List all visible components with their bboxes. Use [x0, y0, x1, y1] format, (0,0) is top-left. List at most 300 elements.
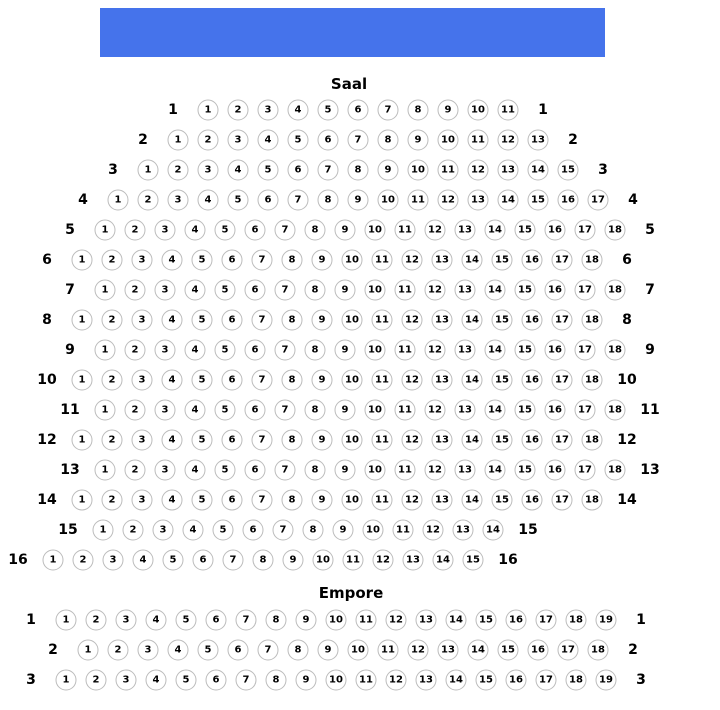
- seat[interactable]: 8: [282, 250, 303, 271]
- seat[interactable]: 10: [365, 400, 386, 421]
- seat[interactable]: 5: [215, 280, 236, 301]
- seat[interactable]: 12: [402, 310, 423, 331]
- seat[interactable]: 3: [155, 340, 176, 361]
- seat[interactable]: 3: [132, 430, 153, 451]
- seat[interactable]: 5: [192, 430, 213, 451]
- seat[interactable]: 11: [372, 430, 393, 451]
- seat[interactable]: 15: [476, 670, 497, 691]
- seat[interactable]: 15: [515, 340, 536, 361]
- seat[interactable]: 7: [252, 370, 273, 391]
- seat[interactable]: 3: [258, 100, 279, 121]
- seat[interactable]: 18: [605, 400, 626, 421]
- seat[interactable]: 7: [236, 610, 257, 631]
- seat[interactable]: 13: [455, 280, 476, 301]
- seat[interactable]: 13: [403, 550, 424, 571]
- seat[interactable]: 6: [222, 310, 243, 331]
- seat[interactable]: 5: [176, 610, 197, 631]
- seat[interactable]: 5: [215, 460, 236, 481]
- seat[interactable]: 14: [462, 490, 483, 511]
- seat[interactable]: 10: [365, 340, 386, 361]
- seat[interactable]: 7: [275, 400, 296, 421]
- seat[interactable]: 17: [536, 670, 557, 691]
- seat[interactable]: 2: [108, 640, 129, 661]
- seat[interactable]: 2: [123, 520, 144, 541]
- seat[interactable]: 13: [453, 520, 474, 541]
- seat[interactable]: 16: [522, 370, 543, 391]
- seat[interactable]: 9: [312, 250, 333, 271]
- seat[interactable]: 17: [536, 610, 557, 631]
- seat[interactable]: 19: [596, 670, 617, 691]
- seat[interactable]: 7: [275, 220, 296, 241]
- seat[interactable]: 11: [408, 190, 429, 211]
- seat[interactable]: 13: [432, 490, 453, 511]
- seat[interactable]: 10: [342, 310, 363, 331]
- seat[interactable]: 16: [545, 460, 566, 481]
- seat[interactable]: 10: [342, 370, 363, 391]
- seat[interactable]: 7: [378, 100, 399, 121]
- seat[interactable]: 7: [348, 130, 369, 151]
- seat[interactable]: 4: [162, 370, 183, 391]
- seat[interactable]: 19: [596, 610, 617, 631]
- seat[interactable]: 11: [356, 610, 377, 631]
- seat[interactable]: 7: [273, 520, 294, 541]
- seat[interactable]: 14: [498, 190, 519, 211]
- seat[interactable]: 15: [492, 310, 513, 331]
- seat[interactable]: 5: [163, 550, 184, 571]
- seat[interactable]: 8: [282, 370, 303, 391]
- seat[interactable]: 5: [192, 490, 213, 511]
- seat[interactable]: 4: [183, 520, 204, 541]
- seat[interactable]: 2: [228, 100, 249, 121]
- seat[interactable]: 2: [125, 340, 146, 361]
- seat[interactable]: 14: [446, 610, 467, 631]
- seat[interactable]: 17: [588, 190, 609, 211]
- seat[interactable]: 9: [378, 160, 399, 181]
- seat[interactable]: 10: [438, 130, 459, 151]
- seat[interactable]: 2: [86, 670, 107, 691]
- seat[interactable]: 3: [132, 490, 153, 511]
- seat[interactable]: 7: [275, 340, 296, 361]
- seat[interactable]: 10: [468, 100, 489, 121]
- seat[interactable]: 11: [356, 670, 377, 691]
- seat[interactable]: 6: [245, 280, 266, 301]
- seat[interactable]: 5: [192, 370, 213, 391]
- seat[interactable]: 11: [498, 100, 519, 121]
- seat[interactable]: 8: [303, 520, 324, 541]
- seat[interactable]: 5: [192, 250, 213, 271]
- seat[interactable]: 8: [282, 430, 303, 451]
- seat[interactable]: 15: [492, 370, 513, 391]
- seat[interactable]: 13: [468, 190, 489, 211]
- seat[interactable]: 12: [408, 640, 429, 661]
- seat[interactable]: 16: [545, 220, 566, 241]
- seat[interactable]: 13: [528, 130, 549, 151]
- seat[interactable]: 10: [365, 220, 386, 241]
- seat[interactable]: 3: [155, 220, 176, 241]
- seat[interactable]: 4: [228, 160, 249, 181]
- seat[interactable]: 2: [73, 550, 94, 571]
- seat[interactable]: 10: [365, 460, 386, 481]
- seat[interactable]: 6: [228, 640, 249, 661]
- seat[interactable]: 9: [296, 610, 317, 631]
- seat[interactable]: 4: [185, 400, 206, 421]
- seat[interactable]: 12: [402, 430, 423, 451]
- seat[interactable]: 15: [498, 640, 519, 661]
- seat[interactable]: 8: [378, 130, 399, 151]
- seat[interactable]: 13: [455, 340, 476, 361]
- seat[interactable]: 7: [275, 460, 296, 481]
- seat[interactable]: 8: [318, 190, 339, 211]
- seat[interactable]: 3: [168, 190, 189, 211]
- seat[interactable]: 2: [102, 430, 123, 451]
- seat[interactable]: 16: [522, 490, 543, 511]
- seat[interactable]: 13: [455, 220, 476, 241]
- seat[interactable]: 1: [95, 460, 116, 481]
- seat[interactable]: 14: [462, 430, 483, 451]
- seat[interactable]: 6: [222, 490, 243, 511]
- seat[interactable]: 5: [318, 100, 339, 121]
- seat[interactable]: 18: [605, 220, 626, 241]
- seat[interactable]: 12: [438, 190, 459, 211]
- seat[interactable]: 1: [43, 550, 64, 571]
- seat[interactable]: 16: [522, 250, 543, 271]
- seat[interactable]: 14: [446, 670, 467, 691]
- seat[interactable]: 1: [56, 670, 77, 691]
- seat[interactable]: 2: [102, 370, 123, 391]
- seat[interactable]: 1: [72, 310, 93, 331]
- seat[interactable]: 1: [78, 640, 99, 661]
- seat[interactable]: 3: [198, 160, 219, 181]
- seat[interactable]: 6: [245, 400, 266, 421]
- seat[interactable]: 8: [305, 280, 326, 301]
- seat[interactable]: 6: [222, 430, 243, 451]
- seat[interactable]: 18: [566, 670, 587, 691]
- seat[interactable]: 9: [296, 670, 317, 691]
- seat[interactable]: 1: [72, 490, 93, 511]
- seat[interactable]: 12: [386, 610, 407, 631]
- seat[interactable]: 11: [395, 280, 416, 301]
- seat[interactable]: 15: [528, 190, 549, 211]
- seat[interactable]: 4: [185, 340, 206, 361]
- seat[interactable]: 6: [288, 160, 309, 181]
- seat[interactable]: 17: [575, 340, 596, 361]
- seat[interactable]: 5: [213, 520, 234, 541]
- seat[interactable]: 3: [155, 280, 176, 301]
- seat[interactable]: 13: [498, 160, 519, 181]
- seat[interactable]: 11: [438, 160, 459, 181]
- seat[interactable]: 17: [552, 370, 573, 391]
- seat[interactable]: 10: [326, 610, 347, 631]
- seat[interactable]: 13: [432, 370, 453, 391]
- seat[interactable]: 10: [342, 250, 363, 271]
- seat[interactable]: 2: [102, 250, 123, 271]
- seat[interactable]: 15: [476, 610, 497, 631]
- seat[interactable]: 17: [575, 220, 596, 241]
- seat[interactable]: 12: [402, 490, 423, 511]
- seat[interactable]: 13: [455, 460, 476, 481]
- seat[interactable]: 13: [455, 400, 476, 421]
- seat[interactable]: 12: [425, 460, 446, 481]
- seat[interactable]: 8: [282, 310, 303, 331]
- seat[interactable]: 15: [515, 280, 536, 301]
- seat[interactable]: 3: [138, 640, 159, 661]
- seat[interactable]: 5: [288, 130, 309, 151]
- seat[interactable]: 4: [185, 280, 206, 301]
- seat[interactable]: 2: [198, 130, 219, 151]
- seat[interactable]: 18: [582, 370, 603, 391]
- seat[interactable]: 11: [372, 310, 393, 331]
- seat[interactable]: 14: [485, 280, 506, 301]
- seat[interactable]: 3: [153, 520, 174, 541]
- seat[interactable]: 16: [528, 640, 549, 661]
- seat[interactable]: 14: [485, 460, 506, 481]
- seat[interactable]: 4: [162, 430, 183, 451]
- seat[interactable]: 1: [93, 520, 114, 541]
- seat[interactable]: 5: [228, 190, 249, 211]
- seat[interactable]: 9: [335, 220, 356, 241]
- seat[interactable]: 3: [228, 130, 249, 151]
- seat[interactable]: 15: [492, 250, 513, 271]
- seat[interactable]: 1: [95, 280, 116, 301]
- seat[interactable]: 1: [168, 130, 189, 151]
- seat[interactable]: 4: [162, 310, 183, 331]
- seat[interactable]: 7: [252, 310, 273, 331]
- seat[interactable]: 10: [348, 640, 369, 661]
- seat[interactable]: 1: [108, 190, 129, 211]
- seat[interactable]: 2: [125, 220, 146, 241]
- seat[interactable]: 4: [162, 250, 183, 271]
- seat[interactable]: 4: [168, 640, 189, 661]
- seat[interactable]: 6: [193, 550, 214, 571]
- seat[interactable]: 4: [162, 490, 183, 511]
- seat[interactable]: 1: [72, 430, 93, 451]
- seat[interactable]: 12: [386, 670, 407, 691]
- seat[interactable]: 14: [485, 400, 506, 421]
- seat[interactable]: 5: [198, 640, 219, 661]
- seat[interactable]: 6: [245, 340, 266, 361]
- seat[interactable]: 6: [206, 610, 227, 631]
- seat[interactable]: 6: [245, 220, 266, 241]
- seat[interactable]: 9: [335, 280, 356, 301]
- seat[interactable]: 2: [102, 490, 123, 511]
- seat[interactable]: 9: [312, 490, 333, 511]
- seat[interactable]: 1: [95, 220, 116, 241]
- seat[interactable]: 18: [582, 490, 603, 511]
- seat[interactable]: 3: [103, 550, 124, 571]
- seat[interactable]: 12: [402, 250, 423, 271]
- seat[interactable]: 8: [282, 490, 303, 511]
- seat[interactable]: 16: [545, 400, 566, 421]
- seat[interactable]: 6: [206, 670, 227, 691]
- seat[interactable]: 6: [243, 520, 264, 541]
- seat[interactable]: 7: [258, 640, 279, 661]
- seat[interactable]: 13: [432, 430, 453, 451]
- seat[interactable]: 5: [176, 670, 197, 691]
- seat[interactable]: 18: [582, 430, 603, 451]
- seat[interactable]: 3: [116, 610, 137, 631]
- seat[interactable]: 18: [605, 460, 626, 481]
- seat[interactable]: 11: [395, 460, 416, 481]
- seat[interactable]: 9: [335, 340, 356, 361]
- seat[interactable]: 7: [252, 250, 273, 271]
- seat[interactable]: 12: [425, 280, 446, 301]
- seat[interactable]: 7: [318, 160, 339, 181]
- seat[interactable]: 10: [326, 670, 347, 691]
- seat[interactable]: 1: [72, 370, 93, 391]
- seat[interactable]: 18: [582, 310, 603, 331]
- seat[interactable]: 8: [408, 100, 429, 121]
- seat[interactable]: 14: [468, 640, 489, 661]
- seat[interactable]: 8: [288, 640, 309, 661]
- seat[interactable]: 1: [198, 100, 219, 121]
- seat[interactable]: 12: [425, 340, 446, 361]
- seat[interactable]: 17: [575, 280, 596, 301]
- seat[interactable]: 11: [378, 640, 399, 661]
- seat[interactable]: 6: [222, 250, 243, 271]
- seat[interactable]: 14: [483, 520, 504, 541]
- seat[interactable]: 9: [438, 100, 459, 121]
- seat[interactable]: 2: [125, 400, 146, 421]
- seat[interactable]: 17: [552, 430, 573, 451]
- seat[interactable]: 10: [342, 430, 363, 451]
- seat[interactable]: 13: [432, 250, 453, 271]
- seat[interactable]: 18: [566, 610, 587, 631]
- seat[interactable]: 1: [95, 340, 116, 361]
- seat[interactable]: 7: [252, 490, 273, 511]
- seat[interactable]: 4: [198, 190, 219, 211]
- seat[interactable]: 1: [95, 400, 116, 421]
- seat[interactable]: 17: [575, 400, 596, 421]
- seat[interactable]: 12: [423, 520, 444, 541]
- seat[interactable]: 11: [395, 220, 416, 241]
- seat[interactable]: 9: [408, 130, 429, 151]
- seat[interactable]: 14: [528, 160, 549, 181]
- seat[interactable]: 9: [335, 460, 356, 481]
- seat[interactable]: 13: [416, 670, 437, 691]
- seat[interactable]: 14: [485, 340, 506, 361]
- seat[interactable]: 4: [133, 550, 154, 571]
- seat[interactable]: 9: [283, 550, 304, 571]
- seat[interactable]: 5: [258, 160, 279, 181]
- seat[interactable]: 11: [372, 370, 393, 391]
- seat[interactable]: 2: [125, 460, 146, 481]
- seat[interactable]: 14: [433, 550, 454, 571]
- seat[interactable]: 9: [318, 640, 339, 661]
- seat[interactable]: 8: [253, 550, 274, 571]
- seat[interactable]: 17: [575, 460, 596, 481]
- seat[interactable]: 6: [222, 370, 243, 391]
- seat[interactable]: 8: [305, 460, 326, 481]
- seat[interactable]: 13: [438, 640, 459, 661]
- seat[interactable]: 5: [215, 400, 236, 421]
- seat[interactable]: 7: [223, 550, 244, 571]
- seat[interactable]: 14: [462, 310, 483, 331]
- seat[interactable]: 2: [125, 280, 146, 301]
- seat[interactable]: 4: [288, 100, 309, 121]
- seat[interactable]: 12: [498, 130, 519, 151]
- seat[interactable]: 14: [485, 220, 506, 241]
- seat[interactable]: 11: [468, 130, 489, 151]
- seat[interactable]: 5: [215, 220, 236, 241]
- seat[interactable]: 7: [236, 670, 257, 691]
- seat[interactable]: 16: [558, 190, 579, 211]
- seat[interactable]: 13: [416, 610, 437, 631]
- seat[interactable]: 4: [185, 220, 206, 241]
- seat[interactable]: 15: [515, 220, 536, 241]
- seat[interactable]: 11: [372, 250, 393, 271]
- seat[interactable]: 8: [266, 610, 287, 631]
- seat[interactable]: 9: [312, 370, 333, 391]
- seat[interactable]: 8: [266, 670, 287, 691]
- seat[interactable]: 8: [305, 340, 326, 361]
- seat[interactable]: 2: [138, 190, 159, 211]
- seat[interactable]: 16: [545, 280, 566, 301]
- seat[interactable]: 16: [522, 310, 543, 331]
- seat[interactable]: 10: [342, 490, 363, 511]
- seat[interactable]: 17: [552, 310, 573, 331]
- seat[interactable]: 14: [462, 250, 483, 271]
- seat[interactable]: 10: [365, 280, 386, 301]
- seat[interactable]: 9: [312, 310, 333, 331]
- seat[interactable]: 3: [116, 670, 137, 691]
- seat[interactable]: 16: [545, 340, 566, 361]
- seat[interactable]: 3: [132, 370, 153, 391]
- seat[interactable]: 17: [552, 250, 573, 271]
- seat[interactable]: 12: [373, 550, 394, 571]
- seat[interactable]: 6: [245, 460, 266, 481]
- seat[interactable]: 6: [258, 190, 279, 211]
- seat[interactable]: 18: [588, 640, 609, 661]
- seat[interactable]: 12: [402, 370, 423, 391]
- seat[interactable]: 9: [312, 430, 333, 451]
- seat[interactable]: 3: [132, 310, 153, 331]
- seat[interactable]: 5: [192, 310, 213, 331]
- seat[interactable]: 12: [468, 160, 489, 181]
- seat[interactable]: 17: [558, 640, 579, 661]
- seat[interactable]: 5: [215, 340, 236, 361]
- seat[interactable]: 3: [155, 460, 176, 481]
- seat[interactable]: 6: [318, 130, 339, 151]
- seat[interactable]: 13: [432, 310, 453, 331]
- seat[interactable]: 6: [348, 100, 369, 121]
- seat[interactable]: 11: [395, 340, 416, 361]
- seat[interactable]: 9: [333, 520, 354, 541]
- seat[interactable]: 4: [146, 670, 167, 691]
- seat[interactable]: 10: [378, 190, 399, 211]
- seat[interactable]: 14: [462, 370, 483, 391]
- seat[interactable]: 4: [146, 610, 167, 631]
- seat[interactable]: 15: [558, 160, 579, 181]
- seat[interactable]: 10: [313, 550, 334, 571]
- seat[interactable]: 15: [463, 550, 484, 571]
- seat[interactable]: 1: [56, 610, 77, 631]
- seat[interactable]: 11: [393, 520, 414, 541]
- seat[interactable]: 16: [506, 610, 527, 631]
- seat[interactable]: 15: [492, 430, 513, 451]
- seat[interactable]: 7: [288, 190, 309, 211]
- seat[interactable]: 9: [348, 190, 369, 211]
- seat[interactable]: 11: [395, 400, 416, 421]
- seat[interactable]: 2: [86, 610, 107, 631]
- seat[interactable]: 8: [348, 160, 369, 181]
- seat[interactable]: 10: [408, 160, 429, 181]
- seat[interactable]: 2: [102, 310, 123, 331]
- seat[interactable]: 10: [363, 520, 384, 541]
- seat[interactable]: 15: [515, 400, 536, 421]
- seat[interactable]: 18: [605, 280, 626, 301]
- seat[interactable]: 16: [506, 670, 527, 691]
- seat[interactable]: 12: [425, 220, 446, 241]
